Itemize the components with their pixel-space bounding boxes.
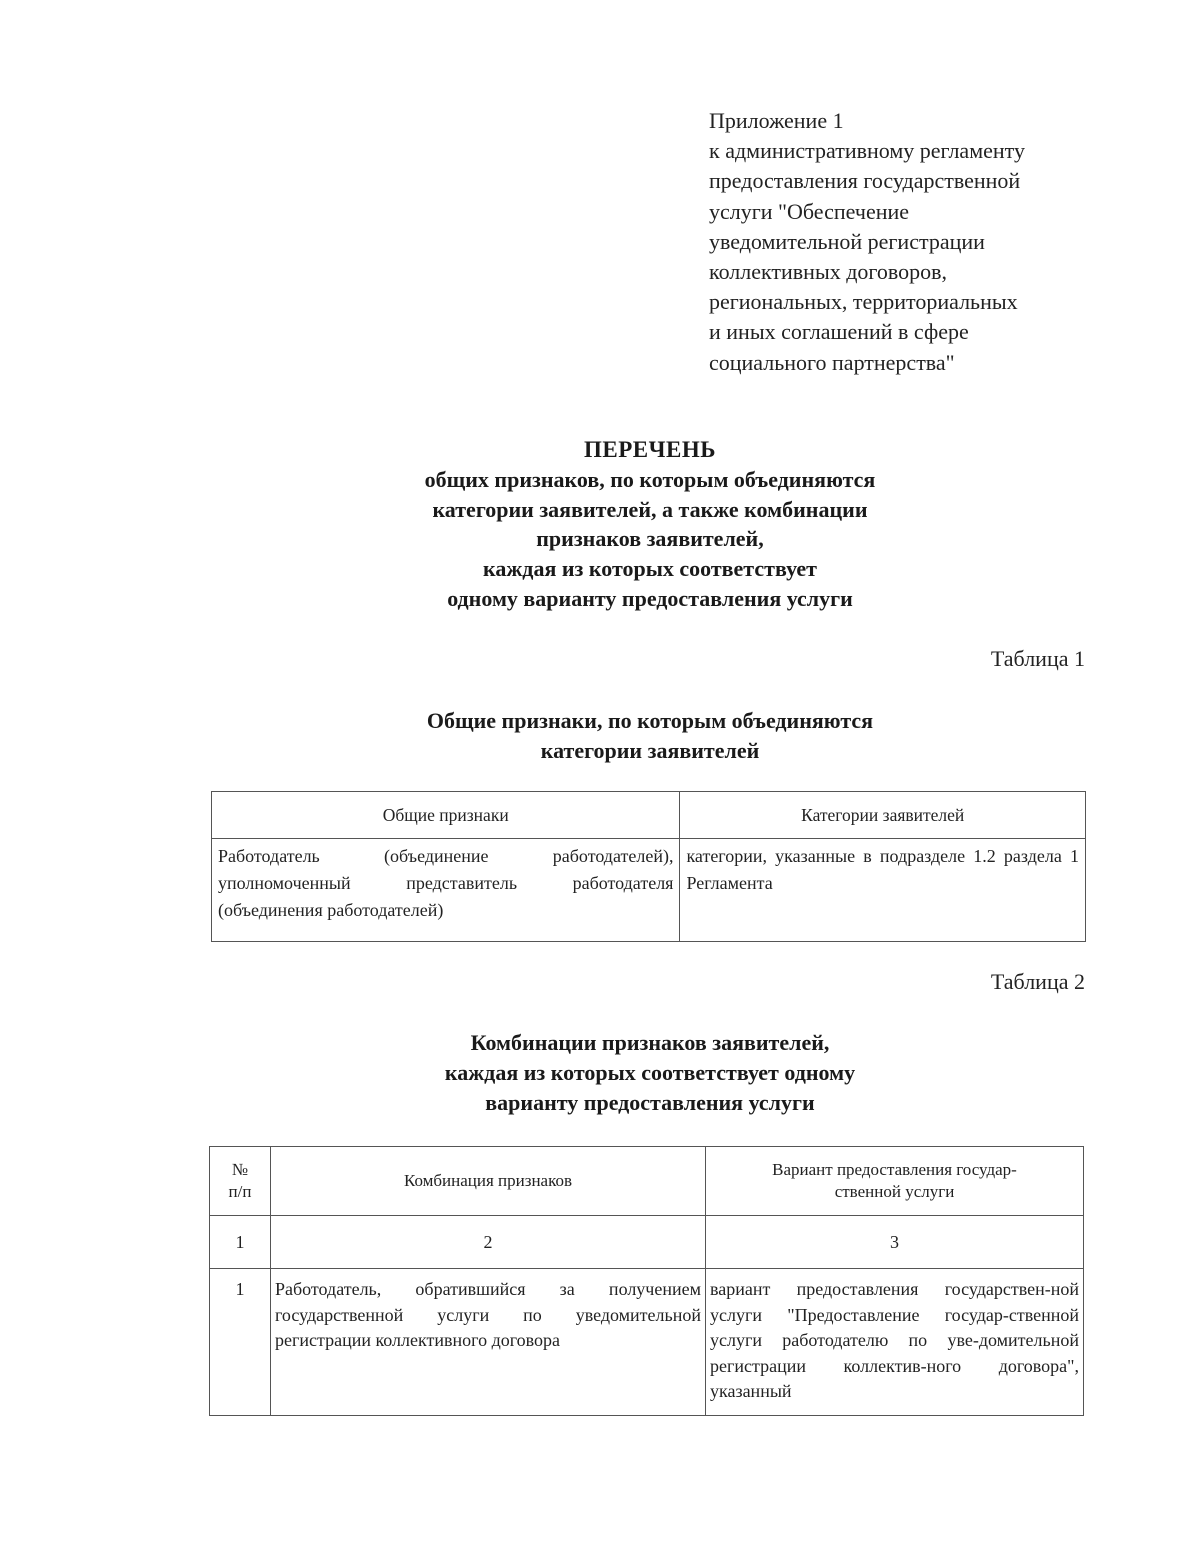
table1-title [300,706,1000,766]
table1-cell: Работодатель (объединение работодателей), уполномоченный представитель работодателя (объединения работодателей) [212,839,680,942]
table1-header-row [212,792,1086,839]
table2-title-line: каждая из которых соответствует одному [444,1059,856,1085]
title-line: общих признаков, по которым объединяются [424,466,876,492]
title-line: категории заявителей, а также комбинации [432,496,868,522]
table1-label: Таблица 1 [990,646,1085,671]
title-line: каждая из которых соответствует [483,556,817,582]
table2-label: Таблица 2 [990,969,1085,994]
column-number-cell: 1 [210,1216,271,1269]
table2-title-line: варианту предоставления услуги [485,1089,815,1115]
appendix-header [709,106,1149,378]
title-line: признаков заявителей, [536,526,764,552]
column-number-cell: 3 [706,1216,1084,1269]
document-title [300,435,1000,614]
table2-header-cell: № п/п [210,1147,271,1216]
table-row [212,839,1086,942]
appendix-line: Приложение 1 [709,108,844,133]
table1-cell: категории, указанные в подразделе 1.2 раздела 1 Регламента [680,839,1086,942]
table2-header-row [210,1147,1084,1216]
table1 [211,791,1086,942]
table1-header-cell: Общие признаки [212,792,680,839]
title-heading: ПЕРЕЧЕНЬ [584,437,716,462]
appendix-line: социального партнерства" [709,349,955,375]
table2-title-line: Комбинации признаков заявителей, [470,1030,830,1055]
table2-header-cell: Комбинация признаков [271,1147,706,1216]
table2-column-numbers-row [210,1216,1084,1269]
variant-cell: вариант предоставления государствен-ной услуги "Предоставление государ-ственной услуги работодателю по уве-домительной регистрации коллектив-ного договора", указанный [706,1269,1084,1416]
table2 [209,1146,1084,1416]
appendix-line: уведомительной регистрации [709,228,985,254]
column-number-cell: 2 [271,1216,706,1269]
title-line: одному варианту предоставления услуги [447,585,853,611]
table2-header-cell: Вариант предоставления государ- ственной услуги [706,1147,1084,1216]
appendix-line: и иных соглашений в сфере [709,319,969,345]
appendix-line: услуги "Обеспечение [709,198,910,224]
table1-header-cell: Категории заявителей [680,792,1086,839]
row-number-cell: 1 [210,1269,271,1416]
combination-cell: Работодатель, обратившийся за получением государственной услуги по уведомительной регистрации коллективного договора [271,1269,706,1416]
appendix-line: к административному регламенту [709,138,1025,164]
table-row [210,1269,1084,1416]
table1-title-line: категории заявителей [540,737,760,763]
appendix-line: региональных, территориальных [709,289,1018,315]
table1-title-line: Общие признаки, по которым объединяются [426,708,874,733]
appendix-line: предоставления государственной [709,168,1021,194]
appendix-line: коллективных договоров, [709,259,948,285]
table2-title [300,1028,1000,1117]
